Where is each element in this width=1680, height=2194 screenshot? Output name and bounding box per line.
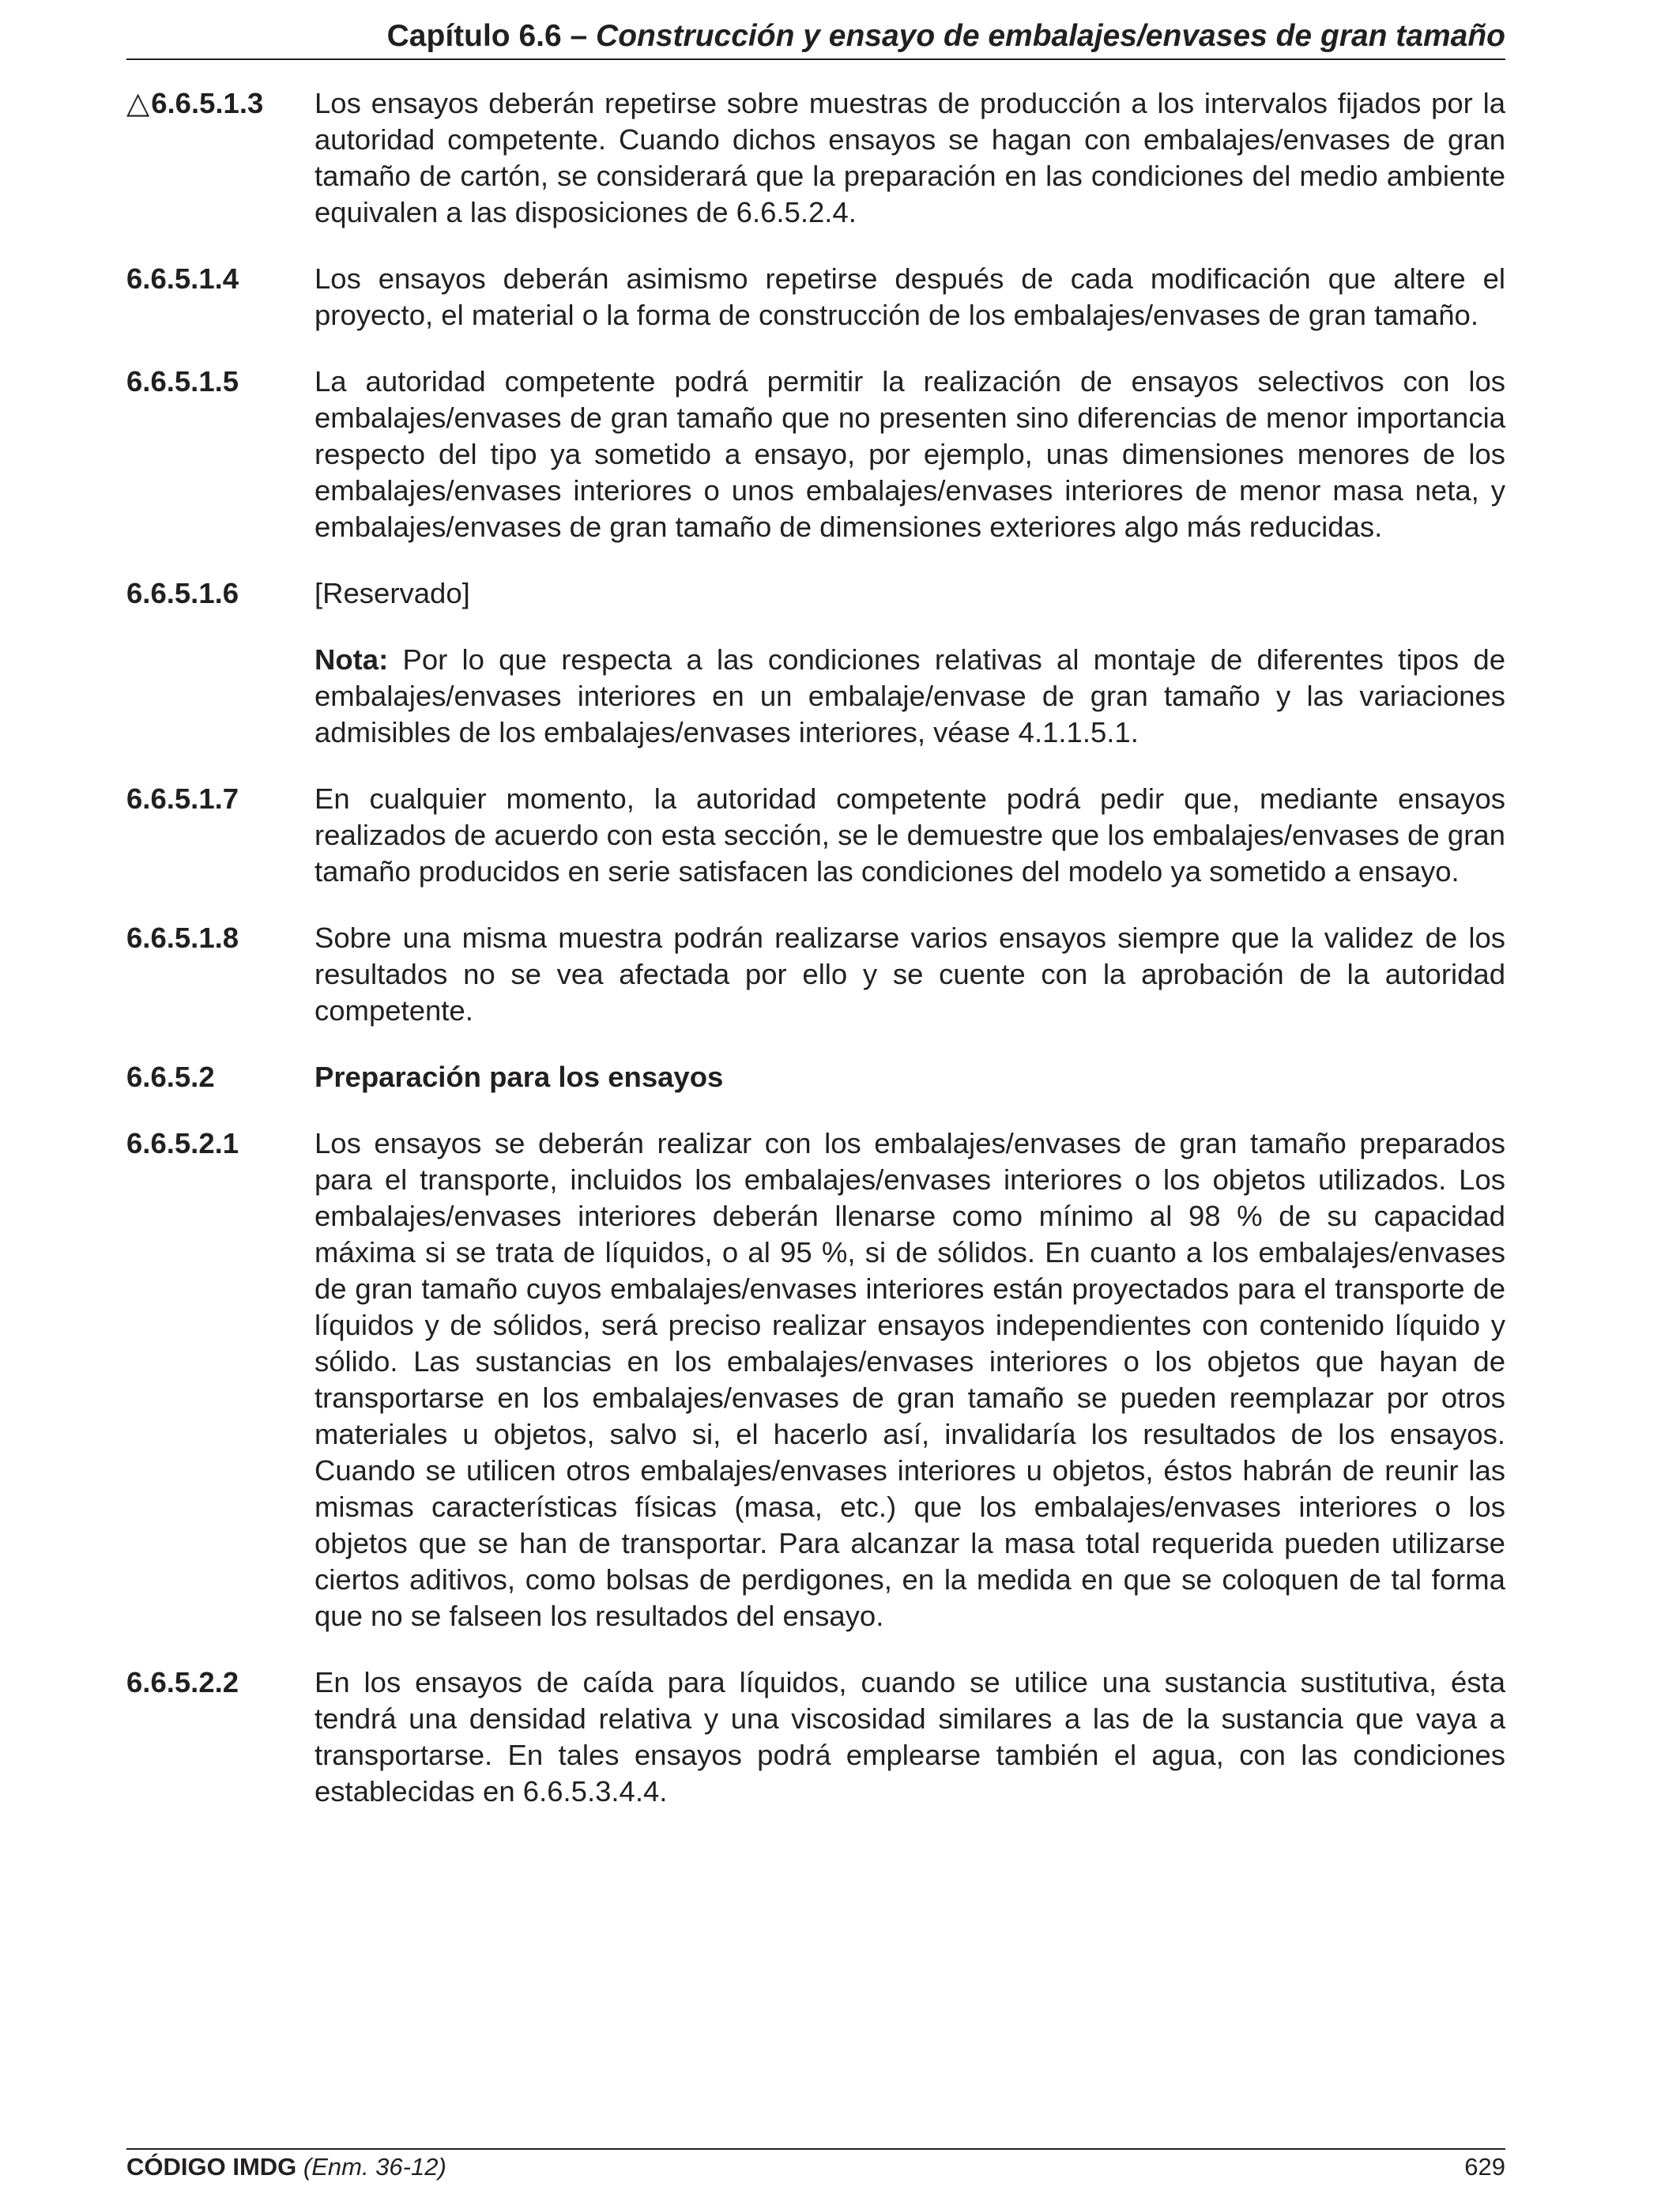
paragraph-text: Sobre una misma muestra podrán realizarse varios ensayos siempre que la validez de los resultados no se vea afectada por ello y se cuente con la aprobación de la autoridad competente. (315, 922, 1505, 1027)
paragraph-text: La autoridad competente podrá permitir la realización de ensayos selectivos con los embalajes/envases de gran tamaño que no presenten sino diferencias de menor importancia respecto del tipo ya sometido a ensayo, por ejemplo, unas dimensiones menores de los embalajes/envases interiores o unos embalajes/envases interiores de menor masa neta, y embalajes/envases de gran tamaño de dimensiones exteriores algo más reducidas. (315, 365, 1505, 543)
footer-code: CÓDIGO IMDG (126, 2153, 297, 2181)
paragraph-6-6-5-1-5 (126, 364, 1505, 545)
paragraph-text: Los ensayos deberán asimismo repetirse después de cada modificación que altere el proyecto, el material o la forma de construcción de los embalajes/envases de gran tamaño. (315, 262, 1505, 331)
paragraph-number: △6.6.5.1.3 (126, 87, 264, 120)
page-number: 629 (1464, 2153, 1505, 2181)
paragraph-number: 6.6.5.1.7 (126, 782, 239, 815)
paragraph-6-6-5-1-4 (126, 261, 1505, 334)
paragraph-text: En los ensayos de caída para líquidos, cuando se utilice una sustancia sustitutiva, ésta tendrá una densidad relativa y una viscosidad similares a las de la sustancia que vaya a transportarse. En tales ensayos podrá emplearse también el agua, con las condiciones establecidas en 6.6.5.3.4.4. (315, 1666, 1505, 1808)
paragraph-6-6-5-1-3 (126, 85, 1505, 231)
paragraph-text: Los ensayos se deberán realizar con los embalajes/envases de gran tamaño preparados para el transporte, incluidos los embalajes/envases interiores o los objetos utilizados. Los embalajes/envases interiores deberán llenarse como mínimo al 98 % de su capacidad máxima si se trata de líquidos, o al 95 %, si de sólidos. En cuanto a los embalajes/envases de gran tamaño cuyos embalajes/envases interiores están proyectados para el transporte de líquidos y de sólidos, será preciso realizar ensayos independientes con contenido líquido y sólido. Las sustancias en los embalajes/envases interiores o los objetos que hayan de transportarse en los embalajes/envases de gran tamaño se pueden reemplazar por otros materiales u objetos, salvo si, el hacerlo así, invalidaría los resultados de los ensayos. Cuando se utilicen otros embalajes/envases interiores u objetos, éstos habrán de reunir las mismas características físicas (masa, etc.) que los embalajes/envases interiores o los objetos que se han de transportar. Para alcanzar la masa total requerida pueden utilizarse ciertos aditivos, como bolsas de perdigones, en la medida en que se coloquen de tal forma que no se falseen los resultados del ensayo. (315, 1127, 1505, 1632)
section-heading-6-6-5-2 (126, 1059, 1505, 1095)
running-header (126, 14, 1505, 60)
paragraph-number: 6.6.5.2.2 (126, 1666, 239, 1698)
paragraph-6-6-5-1-6 (126, 575, 1505, 612)
note-label: Nota: (315, 643, 389, 676)
running-footer (126, 2148, 1505, 2186)
note-body: Por lo que respecta a las condiciones relativas al montaje de diferentes tipos de embalajes/envases interiores en un embalaje/envase de gran tamaño y las variaciones admisibles de los embalajes/envases interiores, véase 4.1.1.5.1. (315, 643, 1505, 748)
amendment-triangle-icon: △ (126, 87, 150, 120)
section-number: 6.6.5.2 (126, 1061, 215, 1093)
note-text (315, 642, 1505, 751)
header-chapter: Capítulo 6.6 – (386, 19, 597, 53)
paragraph-6-6-5-1-7 (126, 781, 1505, 890)
footer-publication (126, 2150, 446, 2185)
note-paragraph (126, 642, 1505, 751)
header-title: Construcción y ensayo de embalajes/envases de gran tamaño (596, 19, 1505, 53)
paragraph-number: 6.6.5.1.6 (126, 577, 239, 609)
paragraph-number: 6.6.5.1.8 (126, 922, 239, 954)
paragraph-number: 6.6.5.2.1 (126, 1127, 239, 1159)
page-body (126, 85, 1505, 1840)
footer-amendment: (Enm. 36-12) (303, 2153, 446, 2181)
paragraph-6-6-5-2-1 (126, 1125, 1505, 1634)
paragraph-number: 6.6.5.1.4 (126, 262, 239, 295)
paragraph-6-6-5-1-8 (126, 920, 1505, 1029)
section-title: Preparación para los ensayos (315, 1061, 724, 1093)
paragraph-text: Los ensayos deberán repetirse sobre muestras de producción a los intervalos fijados por la autoridad competente. Cuando dichos ensayos se hagan con embalajes/envases de gran tamaño de cartón, se considerará que la preparación en las condiciones del medio ambiente equivalen a las disposiciones de 6.6.5.2.4. (315, 87, 1505, 228)
paragraph-text: En cualquier momento, la autoridad competente podrá pedir que, mediante ensayos realizados de acuerdo con esta sección, se le demuestre que los embalajes/envases de gran tamaño producidos en serie satisfacen las condiciones del modelo ya sometido a ensayo. (315, 782, 1505, 888)
paragraph-text: [Reservado] (315, 577, 470, 609)
paragraph-number: 6.6.5.1.5 (126, 365, 239, 398)
paragraph-6-6-5-2-2 (126, 1664, 1505, 1810)
